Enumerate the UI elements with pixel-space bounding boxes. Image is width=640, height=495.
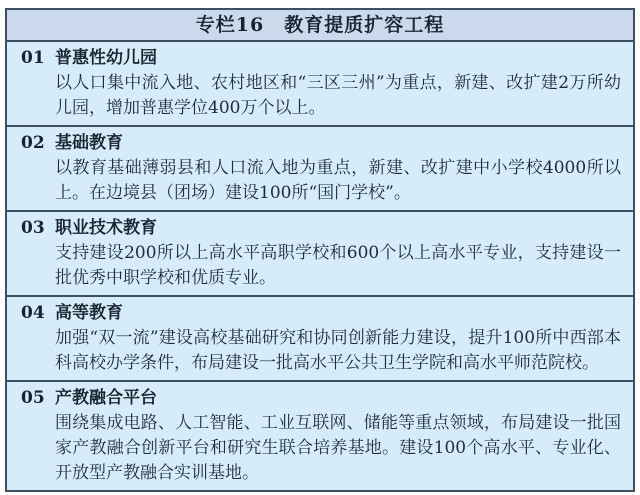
- panel-title: 专栏16 教育提质扩容工程: [7, 10, 633, 42]
- panel-item-4: [7, 295, 633, 380]
- item-title: 基础教育: [55, 133, 123, 153]
- item-content: [55, 46, 633, 121]
- item-title: 产教融合平台: [55, 388, 157, 408]
- item-number: 04: [21, 303, 45, 323]
- item-title: 高等教育: [55, 303, 123, 323]
- item-description: 以教育基础薄弱县和人口流入地为重点，新建、改扩建中小学校4000所以上。在边境县（团场）建设100所“国门学校”。: [55, 158, 621, 203]
- item-description: 以人口集中流入地、农村地区和“三区三州”为重点，新建、改扩建2万所幼儿园，增加普惠学位400万个以上。: [55, 73, 621, 118]
- item-content: [55, 131, 633, 206]
- panel-item-1: [7, 42, 633, 125]
- item-description: 围绕集成电路、人工智能、工业互联网、储能等重点领域，布局建设一批国家产教融合创新平台和研究生联合培养基地。建设100个高水平、专业化、开放型产教融合实训基地。: [55, 413, 621, 483]
- panel-item-5: [7, 380, 633, 490]
- item-content: [55, 216, 633, 291]
- item-number: 05: [21, 388, 45, 408]
- panel-item-2: [7, 125, 633, 210]
- item-description: 加强“双一流”建设高校基础研究和协同创新能力建设，提升100所中西部本科高校办学条件，布局建设一批高水平公共卫生学院和高水平师范院校。: [55, 328, 621, 373]
- item-content: [55, 386, 633, 486]
- item-title: 普惠性幼儿园: [55, 48, 157, 68]
- panel-item-3: [7, 210, 633, 295]
- item-number: 03: [21, 218, 45, 238]
- item-content: [55, 301, 633, 376]
- item-description: 支持建设200所以上高水平高职学校和600个以上高水平专业，支持建设一批优秀中职学校和优质专业。: [55, 243, 621, 288]
- item-title: 职业技术教育: [55, 218, 157, 238]
- item-number: 02: [21, 133, 45, 153]
- box16-panel: [5, 8, 635, 492]
- item-number: 01: [21, 48, 45, 68]
